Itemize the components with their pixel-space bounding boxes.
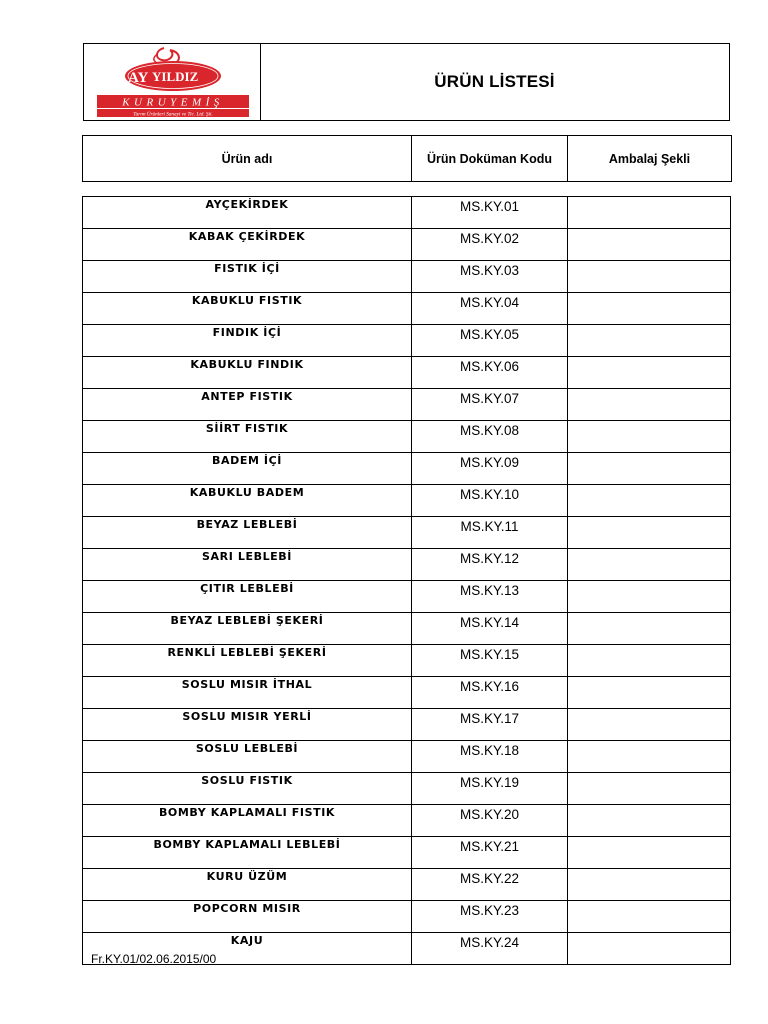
logo-ay: AY: [128, 70, 149, 86]
document-code-cell: MS.KY.15: [412, 645, 568, 677]
document-code-cell: MS.KY.12: [412, 549, 568, 581]
table-row: [83, 613, 731, 645]
logo-kuruyemis: KURUYEMİŞ: [122, 96, 224, 109]
table-row: [83, 229, 731, 261]
table-row: [83, 581, 731, 613]
column-header-product-name: Ürün adı: [83, 136, 412, 182]
product-name-cell: BOMBY KAPLAMALI FISTIK: [83, 805, 412, 837]
table-row: [83, 645, 731, 677]
product-name-cell: KABAK ÇEKİRDEK: [83, 229, 412, 261]
product-name-cell: KAJU: [83, 933, 412, 965]
table-row: [83, 453, 731, 485]
header-row: [83, 136, 732, 182]
product-name-cell: SOSLU FISTIK: [83, 773, 412, 805]
packaging-cell: [568, 581, 731, 613]
product-table: [82, 196, 731, 965]
product-name-cell: RENKLİ LEBLEBİ ŞEKERİ: [83, 645, 412, 677]
packaging-cell: [568, 517, 731, 549]
packaging-cell: [568, 325, 731, 357]
packaging-cell: [568, 293, 731, 325]
document-code-cell: MS.KY.02: [412, 229, 568, 261]
document-code-cell: MS.KY.11: [412, 517, 568, 549]
product-name-cell: KABUKLU BADEM: [83, 485, 412, 517]
table-row: [83, 357, 731, 389]
form-code-footer: Fr.KY.01/02.06.2015/00: [91, 952, 217, 966]
document-code-cell: MS.KY.14: [412, 613, 568, 645]
product-name-cell: BADEM İÇİ: [83, 453, 412, 485]
packaging-cell: [568, 805, 731, 837]
packaging-cell: [568, 549, 731, 581]
column-header-table: [82, 135, 732, 182]
packaging-cell: [568, 389, 731, 421]
table-row: [83, 517, 731, 549]
document-code-cell: MS.KY.17: [412, 709, 568, 741]
document-code-cell: MS.KY.01: [412, 197, 568, 229]
table-row: [83, 773, 731, 805]
document-code-cell: MS.KY.05: [412, 325, 568, 357]
product-name-cell: POPCORN MISIR: [83, 901, 412, 933]
document-code-cell: MS.KY.22: [412, 869, 568, 901]
document-code-cell: MS.KY.13: [412, 581, 568, 613]
product-name-cell: SARI LEBLEBİ: [83, 549, 412, 581]
document-header: [83, 43, 730, 121]
document-code-cell: MS.KY.06: [412, 357, 568, 389]
table-row: [83, 197, 731, 229]
product-name-cell: SOSLU MISIR YERLİ: [83, 709, 412, 741]
product-name-cell: SOSLU LEBLEBİ: [83, 741, 412, 773]
page-title: ÜRÜN LİSTESİ: [434, 72, 555, 91]
table-row: [83, 709, 731, 741]
product-name-cell: KURU ÜZÜM: [83, 869, 412, 901]
packaging-cell: [568, 709, 731, 741]
packaging-cell: [568, 741, 731, 773]
document-code-cell: MS.KY.10: [412, 485, 568, 517]
packaging-cell: [568, 421, 731, 453]
product-name-cell: ANTEP FISTIK: [83, 389, 412, 421]
table-row: [83, 389, 731, 421]
product-name-cell: KABUKLU FISTIK: [83, 293, 412, 325]
packaging-cell: [568, 197, 731, 229]
document-code-cell: MS.KY.08: [412, 421, 568, 453]
table-row: [83, 869, 731, 901]
document-code-cell: MS.KY.23: [412, 901, 568, 933]
table-row: [83, 485, 731, 517]
product-name-cell: BOMBY KAPLAMALI LEBLEBİ: [83, 837, 412, 869]
table-row: [83, 805, 731, 837]
product-name-cell: FISTIK İÇİ: [83, 261, 412, 293]
table-row: [83, 325, 731, 357]
product-name-cell: AYÇEKİRDEK: [83, 197, 412, 229]
document-code-cell: MS.KY.21: [412, 837, 568, 869]
packaging-cell: [568, 869, 731, 901]
product-name-cell: KABUKLU FINDIK: [83, 357, 412, 389]
table-row: [83, 837, 731, 869]
logo-tagline: Tarım Ürünleri Sanayi ve Tic. Ltd. Şti.: [133, 111, 213, 118]
product-name-cell: ÇITIR LEBLEBİ: [83, 581, 412, 613]
packaging-cell: [568, 261, 731, 293]
logo-yildiz: YILDIZ: [152, 69, 199, 84]
packaging-cell: [568, 485, 731, 517]
packaging-cell: [568, 773, 731, 805]
company-logo-cell: [84, 44, 261, 120]
product-name-cell: SİİRT FISTIK: [83, 421, 412, 453]
column-header-document-code: Ürün Doküman Kodu: [412, 136, 568, 182]
document-code-cell: MS.KY.24: [412, 933, 568, 965]
document-code-cell: MS.KY.07: [412, 389, 568, 421]
document-code-cell: MS.KY.19: [412, 773, 568, 805]
packaging-cell: [568, 901, 731, 933]
table-row: [83, 741, 731, 773]
product-name-cell: BEYAZ LEBLEBİ: [83, 517, 412, 549]
document-code-cell: MS.KY.09: [412, 453, 568, 485]
packaging-cell: [568, 645, 731, 677]
product-name-cell: BEYAZ LEBLEBİ ŞEKERİ: [83, 613, 412, 645]
packaging-cell: [568, 453, 731, 485]
table-row: [83, 549, 731, 581]
packaging-cell: [568, 357, 731, 389]
document-code-cell: MS.KY.20: [412, 805, 568, 837]
ayyildiz-kuruyemis-logo: [84, 44, 260, 120]
column-header-packaging: Ambalaj Şekli: [568, 136, 732, 182]
document-code-cell: MS.KY.03: [412, 261, 568, 293]
document-code-cell: MS.KY.16: [412, 677, 568, 709]
table-row: [83, 293, 731, 325]
product-name-cell: SOSLU MISIR İTHAL: [83, 677, 412, 709]
packaging-cell: [568, 229, 731, 261]
table-row: [83, 421, 731, 453]
table-row: [83, 261, 731, 293]
table-row: [83, 677, 731, 709]
packaging-cell: [568, 613, 731, 645]
document-code-cell: MS.KY.04: [412, 293, 568, 325]
table-row: [83, 901, 731, 933]
packaging-cell: [568, 837, 731, 869]
product-name-cell: FINDIK İÇİ: [83, 325, 412, 357]
document-code-cell: MS.KY.18: [412, 741, 568, 773]
packaging-cell: [568, 933, 731, 965]
packaging-cell: [568, 677, 731, 709]
